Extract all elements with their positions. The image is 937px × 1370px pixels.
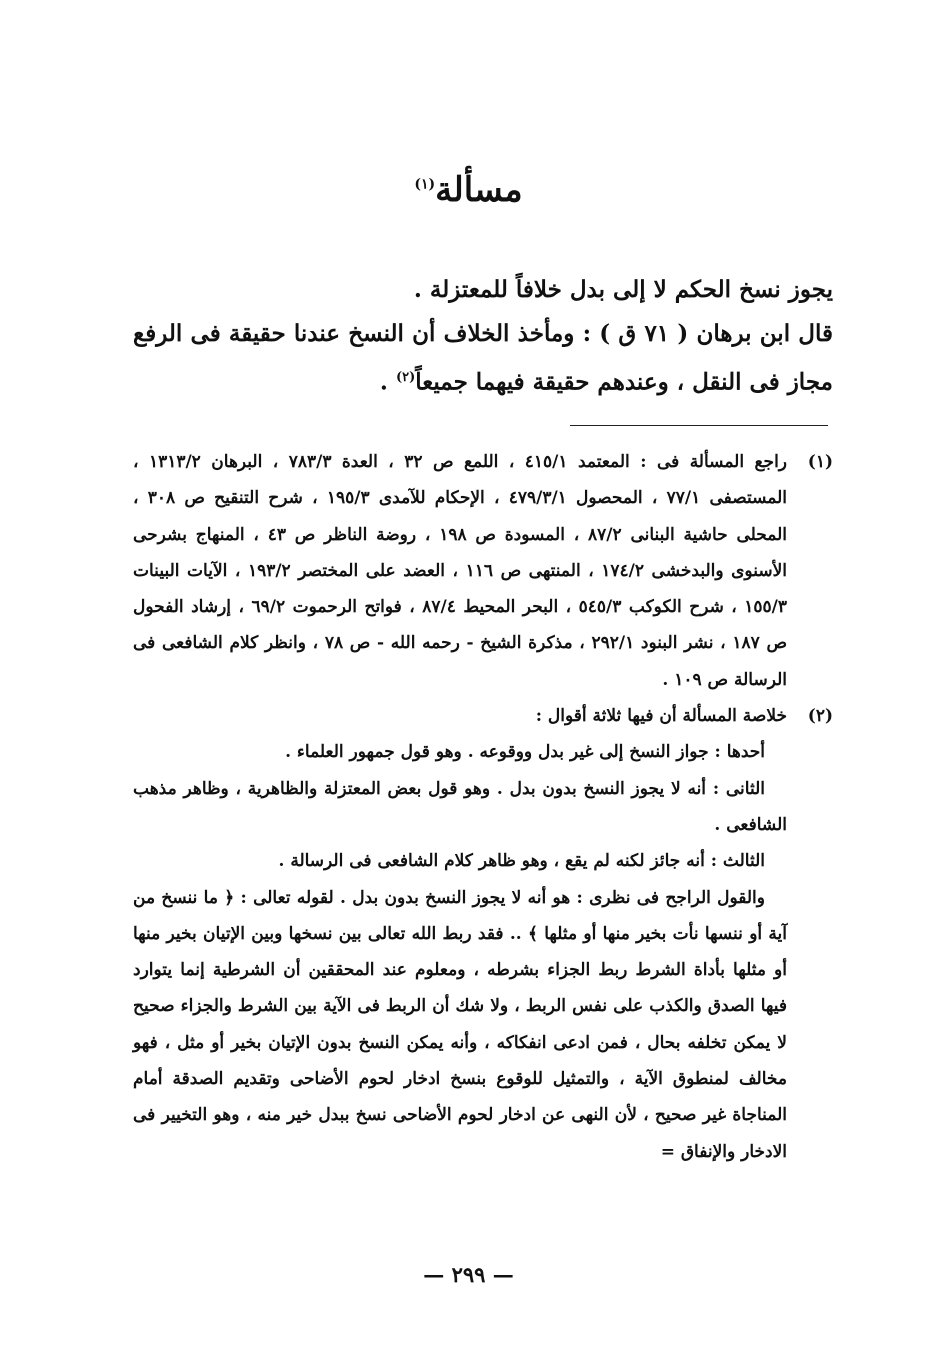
- main-paragraph-2-end: .: [379, 368, 396, 396]
- footnote-1-paragraph: راجع المسألة فى : المعتمد ٤١٥/١ ، اللمع ص ٣٢ ، العدة ٧٨٣/٣ ، البرهان ١٣١٣/٢ ، المستصفى ٧٧/١ ، المحصول ٤٧٩/٣/١ ، الإحكام للآمدى ١٩٥/٣ ، شرح التنقيح ص ٣٠٨ ، المحلى حاشية البنانى ٨٧/٢ ، المسودة ص ١٩٨ ، روضة الناظر ص ٤٣ ، المنهاج بشرحى الأسنوى والبدخشى ١٧٤/٢ ، المنتهى ص ١١٦ ، العضد على المختصر ١٩٣/٢ ، الآيات البينات ١٥٥/٣ ، شرح الكوكب ٥٤٥/٣ ، البحر المحيط ٨٧/٤ ، فواتح الرحموت ٦٩/٢ ، إرشاد الفحول ص ١٨٧ ، نشر البنود ٢٩٢/١ ، مذكرة الشيخ - رحمه الله - ص ٧٨ ، وانظر كلام الشافعى فى الرسالة ص ١٠٩ .: [133, 452, 788, 690]
- main-paragraph-2: [133, 312, 833, 405]
- heading-title: مسألة: [435, 170, 523, 210]
- main-text: [133, 268, 833, 405]
- footnote-2-opinion-3: الثالث : أنه جائز لكنه لم يقع ، وهو ظاهر كلام الشافعى فى الرسالة .: [278, 851, 765, 872]
- footnote-2-number: (٢): [807, 706, 833, 727]
- footnote-1: [133, 444, 833, 698]
- section-heading: [0, 170, 937, 210]
- main-paragraph-2-text: قال ابن برهان ( ٧١ ق ) : ومأخذ الخلاف أن النسخ عندنا حقيقة فى الرفع مجاز فى النقل ، وعندهم حقيقة فيهما جميعاً: [133, 320, 834, 396]
- footnote-separator: [570, 425, 828, 426]
- page-number: — ٢٩٩ —: [423, 1262, 514, 1287]
- footnote-2-opinion-2: الثانى : أنه لا يجوز النسخ بدون بدل . وهو قول بعض المعتزلة والظاهرية ، وظاهر مذهب الشافعى .: [133, 778, 787, 835]
- footnote-2-body: [133, 698, 787, 1170]
- footnote-2: [133, 698, 833, 1170]
- heading-note-ref: (١): [414, 176, 436, 193]
- main-note-ref-2: (٢): [395, 370, 416, 385]
- main-line-1: يجوز نسخ الحكم لا إلى بدل خلافاً للمعتزلة .: [413, 276, 833, 303]
- footnote-1-body: [133, 444, 787, 698]
- footnote-1-number: (١): [807, 452, 833, 472]
- footnotes-section: [133, 444, 833, 1170]
- footnote-2-preferred-view: والقول الراجح فى نظرى : هو أنه لا يجوز النسخ بدون بدل . لقوله تعالى : ﴿ ما ننسخ من آية أو ننسها نأت بخير منها أو مثلها ﴾ .. فقد ربط الله تعالى بين نسخها وبين الإتيان بخير منها أو مثلها بأداة الشرط ربط الجزاء بشرطه ، ومعلوم عند المحققين أن الشرطية إنما يتوارد فيها الصدق والكذب على نفس الربط ، ولا شك أن الربط فى الآية بين الشرط والجزاء صحيح لا يمكن تخلفه بحال ، فمن ادعى انفكاكه ، وأنه يمكن النسخ بدون الإتيان بخير أو مثل ، فهو مخالف لمنطوق الآية ، والتمثيل للوقوع بنسخ ادخار لحوم الأضاحى وتقديم الصدقة أمام المناجاة غير صحيح ، لأن النهى عن ادخار لحوم الأضاحى نسخ ببدل خير منه ، وهو التخيير فى الادخار والإنفاق =: [133, 887, 787, 1162]
- footnote-2-summary: خلاصة المسألة أن فيها ثلاثة أقوال :: [535, 706, 787, 727]
- footnote-2-opinion-1: أحدها : جواز النسخ إلى غير بدل ووقوعه . وهو قول جمهور العلماء .: [285, 742, 765, 763]
